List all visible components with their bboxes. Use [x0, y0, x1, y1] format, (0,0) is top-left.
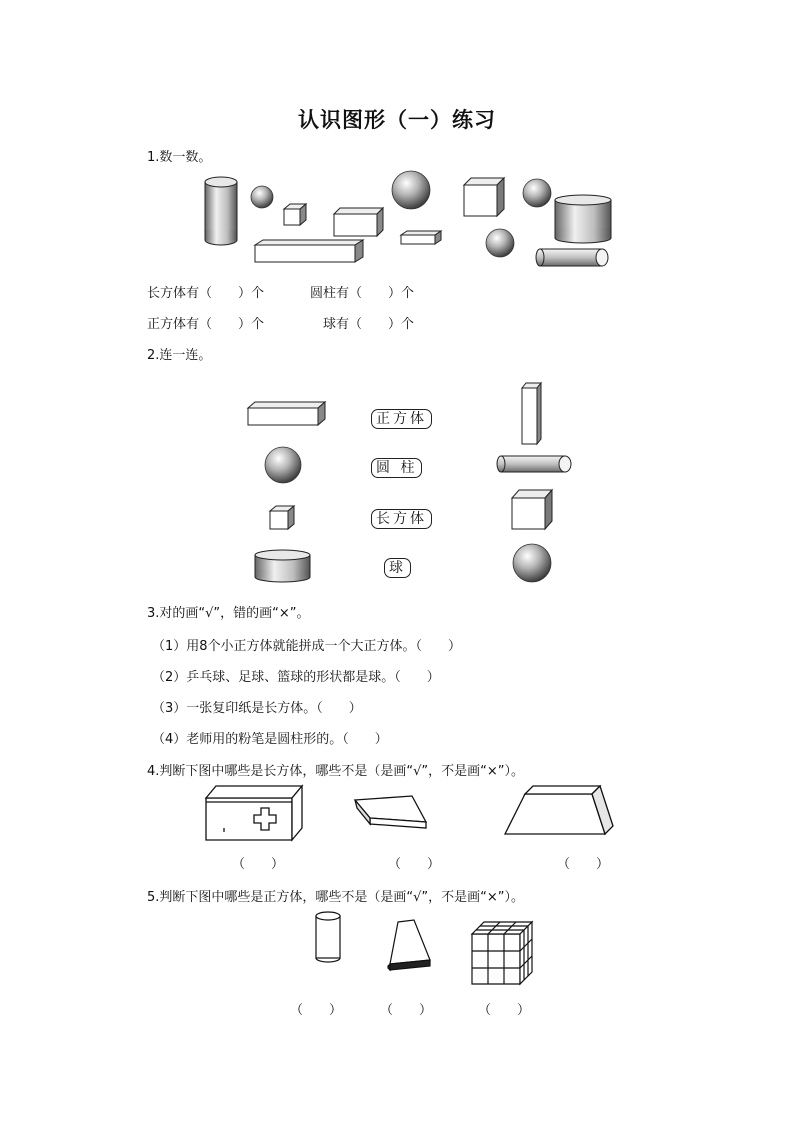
first-aid-box-icon [206, 786, 302, 840]
small-cube-icon [270, 506, 294, 529]
q3-item-3: （3）一张复印纸是长方体。（ ） [152, 701, 362, 716]
q5-blank-2[interactable]: （ ） [380, 1003, 433, 1018]
q1-line-ball: 球有（ ）个 [323, 317, 415, 332]
cube-icon [464, 178, 504, 216]
trapezoid-prism-icon [505, 786, 613, 834]
q4-figure [200, 782, 620, 844]
wide-cylinder-icon [255, 550, 310, 582]
small-cube-icon [284, 204, 306, 225]
q1-line-cylinder: 圆柱有（ ）个 [310, 286, 415, 301]
label-ball[interactable]: 球 [384, 558, 411, 578]
small-ball-icon [251, 186, 273, 208]
q4-blank-3[interactable]: （ ） [557, 857, 610, 872]
ball-icon [513, 544, 551, 582]
q5-blank-1[interactable]: （ ） [290, 1003, 343, 1018]
rubik-cube-icon [472, 922, 532, 984]
label-cuboid[interactable]: 长方体 [371, 509, 432, 529]
q5-blank-3[interactable]: （ ） [478, 1003, 531, 1018]
wide-cylinder-icon [555, 195, 611, 243]
q1-heading: 1.数一数。 [147, 150, 212, 165]
q2-right-shapes [495, 378, 585, 588]
q3-heading: 3.对的画“√”，错的画“×”。 [147, 606, 310, 621]
cube-icon [512, 490, 552, 529]
cuboid-icon [334, 208, 383, 236]
book-slab-icon [388, 920, 430, 970]
q2-left-shapes [245, 395, 335, 590]
large-ball-icon [392, 171, 430, 209]
q5-figure [310, 908, 540, 993]
ball-icon [523, 179, 551, 207]
q4-blank-1[interactable]: （ ） [232, 857, 285, 872]
ball-icon [265, 447, 301, 483]
q3-item-1: （1）用8个小正方体就能拼成一个大正方体。（ ） [152, 639, 462, 654]
lying-cylinder-icon [497, 456, 571, 472]
q4-heading: 4.判断下图中哪些是长方体，哪些不是（是画“√”，不是画“×”）。 [147, 764, 525, 779]
q5-heading: 5.判断下图中哪些是正方体，哪些不是（是画“√”，不是画“×”）。 [147, 890, 525, 905]
q1-figure [195, 170, 625, 270]
page-title: 认识图形（一）练习 [298, 108, 496, 132]
label-cube[interactable]: 正方体 [371, 409, 432, 429]
medium-ball-icon [486, 229, 514, 257]
thin-cuboid-icon [401, 231, 441, 244]
lying-cylinder-icon [536, 249, 608, 266]
cuboid-icon [248, 402, 325, 425]
cylinder-icon [316, 912, 340, 962]
q2-heading: 2.连一连。 [147, 348, 212, 363]
q3-item-4: （4）老师用的粉笔是圆柱形的。（ ） [152, 732, 388, 747]
q1-line-cuboid: 长方体有（ ）个 [147, 286, 265, 301]
slanted-sheet-icon [355, 796, 426, 828]
tall-cylinder-icon [205, 177, 237, 245]
long-cuboid-icon [255, 240, 363, 262]
label-cylinder[interactable]: 圆 柱 [371, 458, 422, 478]
q3-item-2: （2）乒乓球、足球、篮球的形状都是球。（ ） [152, 670, 440, 685]
q1-line-cube: 正方体有（ ）个 [147, 317, 265, 332]
tall-cuboid-icon [522, 383, 541, 444]
q4-blank-2[interactable]: （ ） [388, 857, 441, 872]
